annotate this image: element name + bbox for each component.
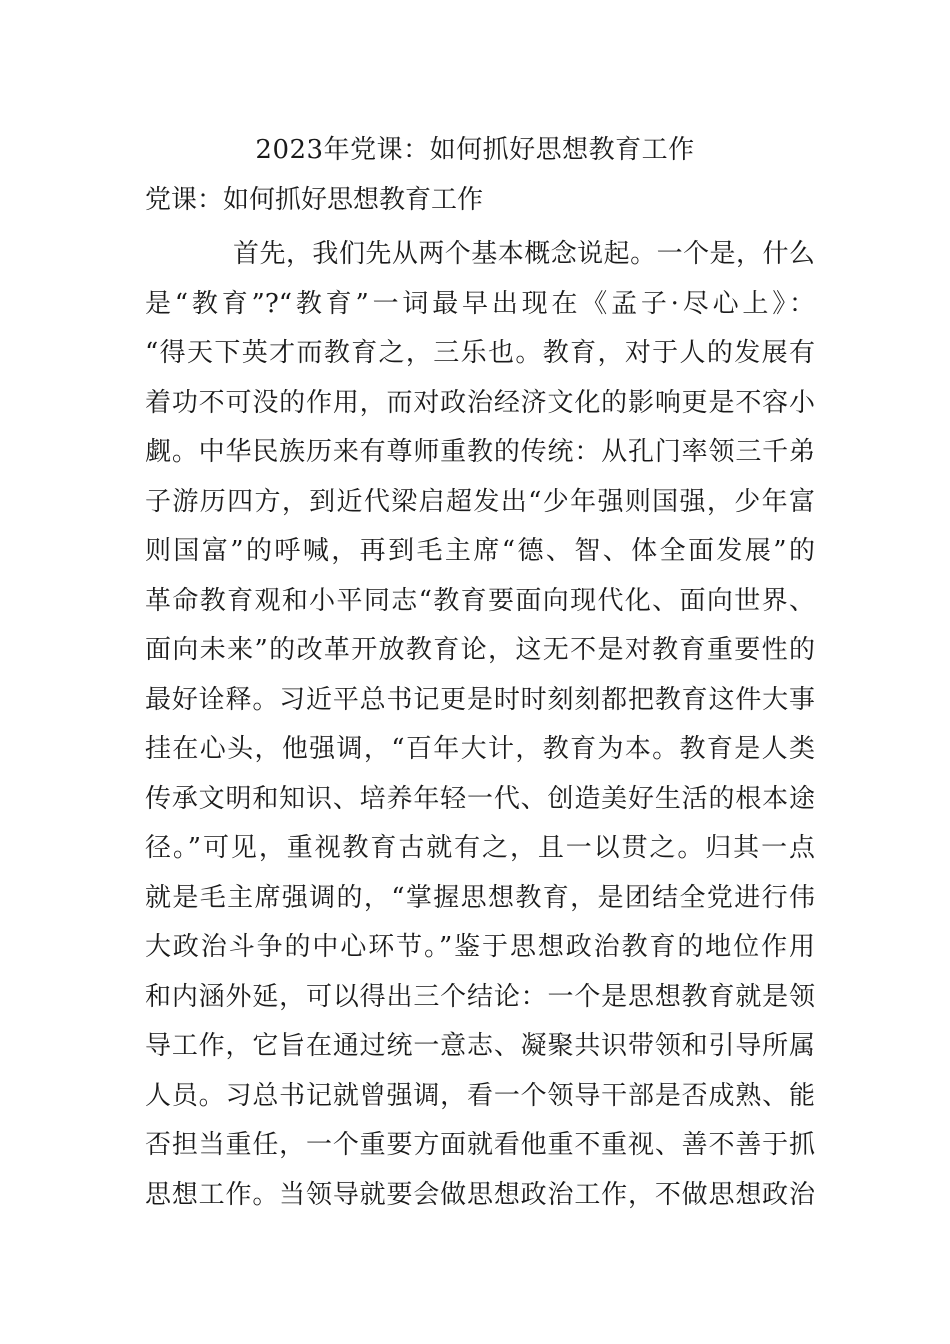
body-line: 子游历四方，到近代梁启超发出“少年强则国强，少年富 (145, 486, 815, 517)
document-subtitle: 党课：如何抓好思想教育工作 (145, 185, 484, 215)
body-line: 人员。习总书记就曾强调，看一个领导干部是否成熟、能 (145, 1080, 815, 1111)
body-line: 大政治斗争的中心环节。”鉴于思想政治教育的地位作用 (145, 932, 815, 962)
body-line: 最好诠释。习近平总书记更是时时刻刻都把教育这件大事 (145, 684, 815, 715)
body-line: 则国富”的呼喊，再到毛主席“德、智、体全面发展”的 (145, 536, 815, 566)
body-line: 思想工作。当领导就要会做思想政治工作，不做思想政治 (145, 1179, 815, 1210)
body-line: 着功不可没的作用，而对政治经济文化的影响更是不容小 (145, 387, 815, 418)
body-line: 导工作，它旨在通过统一意志、凝聚共识带领和引导所属 (145, 1031, 815, 1061)
body-line: 传承文明和知识、培养年轻一代、创造美好生活的根本途 (145, 783, 815, 814)
body-line: 挂在心头，他强调，“百年大计，教育为本。教育是人类 (145, 734, 815, 764)
body-line: 就是毛主席强调的，“掌握思想教育，是团结全党进行伟 (145, 882, 815, 913)
body-line: 觑。中华民族历来有尊师重教的传统：从孔门率领三千弟 (145, 437, 815, 467)
body-line: 径。”可见，重视教育古就有之，且一以贯之。归其一点 (145, 833, 815, 863)
body-line: 否担当重任，一个重要方面就看他重不重视、善不善于抓 (145, 1130, 815, 1160)
body-line: 是“教育”?“教育”一词最早出现在《孟子·尽心上》： (145, 288, 815, 319)
document-title: 2023年党课：如何抓好思想教育工作 (255, 135, 695, 165)
body-line: 面向未来”的改革开放教育论，这无不是对教育重要性的 (145, 635, 815, 665)
body-text (145, 230, 815, 1220)
body-line: 和内涵外延，可以得出三个结论：一个是思想教育就是领 (145, 981, 815, 1012)
body-line: 革命教育观和小平同志“教育要面向现代化、面向世界、 (145, 585, 815, 616)
body-line: 首先，我们先从两个基本概念说起。一个是，什么 (233, 239, 815, 269)
body-line: “得天下英才而教育之，三乐也。教育，对于人的发展有 (145, 338, 815, 368)
